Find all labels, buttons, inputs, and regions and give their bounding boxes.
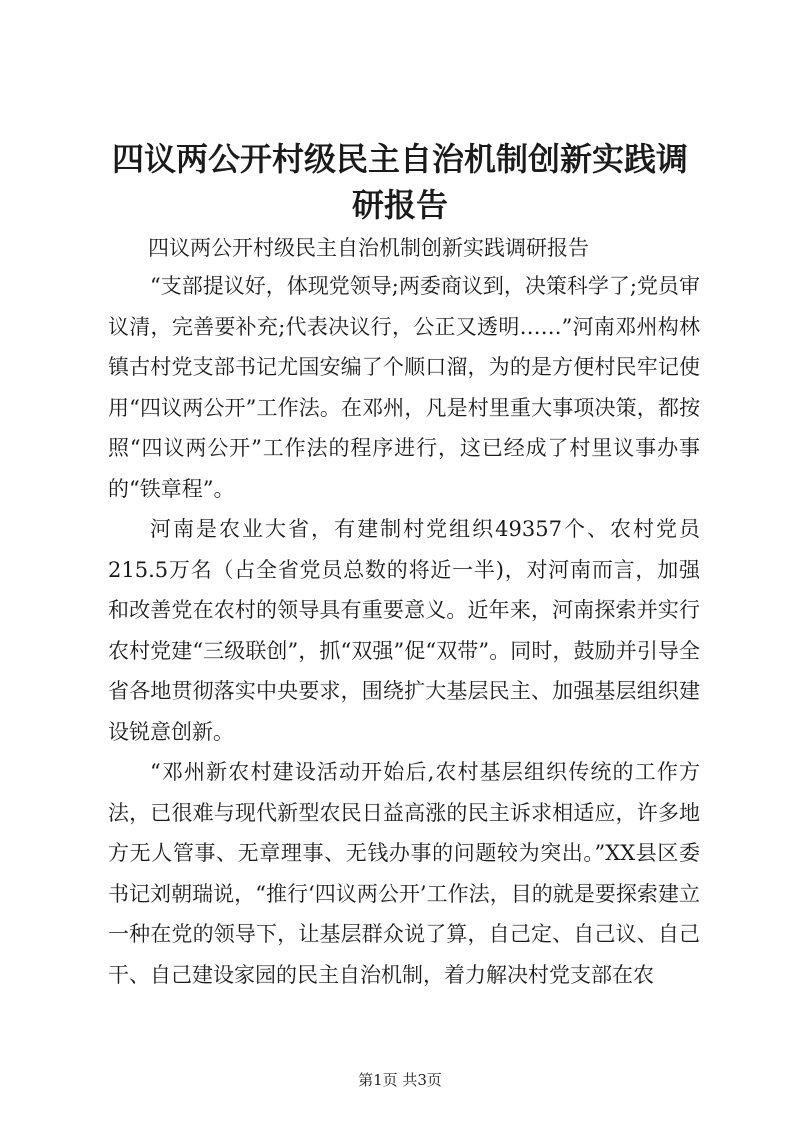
paragraph-2: 河南是农业大省，有建制村党组织49357个、农村党员215.5万名（占全省党员总数的将近一半)，对河南而言，加强和改善党在农村的领导具有重要意义。近年来，河南探索并实行农村党建“三级联创”，抓“双强”促“双带”。同时，鼓励并引导全省各地贯彻落实中央要求，围绕扩大基层民主、加强基层组织建设锐意创新。 [108, 517, 700, 744]
page-number-footer: 第1页 共3页 [358, 1071, 442, 1089]
paragraph-1: “支部提议好，体现党领导;两委商议到，决策科学了;党员审议清，完善要补充;代表决议行，公正又透明……”河南邓州构林镇古村党支部书记尤国安编了个顺口溜，为的是方便村民牢记使用“四议两公开”工作法。在邓州，凡是村里重大事项决策，都按照“四议两公开”工作法的程序进行，这已经成了村里议事办事的“铁章程”。 [108, 274, 700, 501]
document-body [108, 266, 700, 995]
paragraph-3: “邓州新农村建设活动开始后,农村基层组织传统的工作方法，已很难与现代新型农民日益高涨的民主诉求相适应，许多地方无人管事、无章理事、无钱办事的问题较为突出。”XX县区委书记刘朝瑞说，“推行‘四议两公开’工作法，目的就是要探索建立一种在党的领导下，让基层群众说了算，自己定、自己议、自己干、自己建设家园的民主自治机制，着力解决村党支部在农 [108, 760, 700, 987]
document-title: 四议两公开村级民主自治机制创新实践调研报告 [111, 140, 688, 224]
document-subtitle: 四议两公开村级民主自治机制创新实践调研报告 [148, 236, 589, 260]
